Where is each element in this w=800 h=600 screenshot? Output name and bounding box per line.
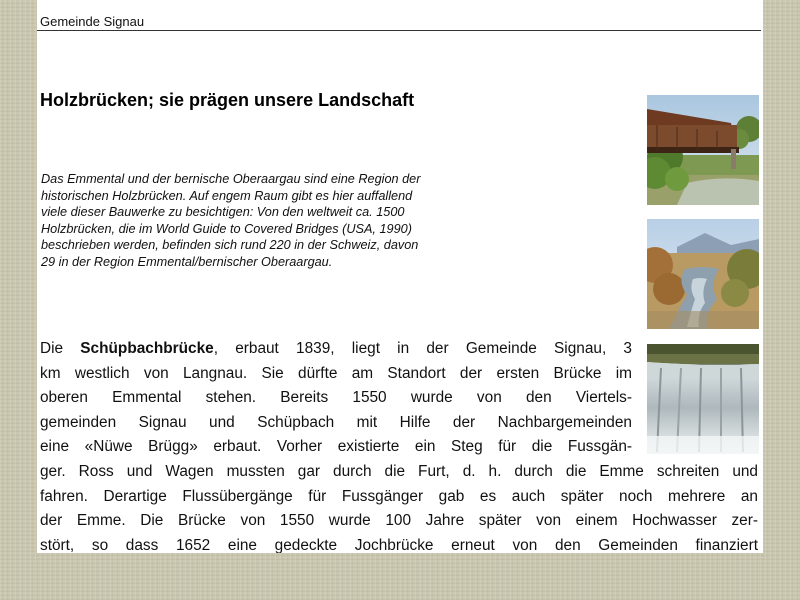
intro-paragraph (41, 171, 511, 271)
header-rule (37, 30, 761, 31)
intro-line: Holzbrücken, die im World Guide to Covered Bridges (USA, 1990) (41, 221, 412, 236)
document-page (37, 0, 763, 553)
body-line-rest: , erbaut 1839, liegt in der Gemeinde Signau, 3 (213, 340, 632, 357)
body-line: ger. Ross und Wagen mussten gar durch die Furt, d. h. durch die Emme schreiten und (40, 462, 758, 480)
body-line: der Emme. Die Brücke von 1550 wurde 100 Jahre später von einem Hochwasser zer- (40, 512, 758, 530)
intro-line: 29 in der Region Emmental/bernischer Oberaargau. (41, 254, 333, 269)
running-header: Gemeinde Signau (40, 14, 145, 29)
body-line: km westlich von Langnau. Sie dürfte am Standort der ersten Brücke im (40, 364, 632, 382)
bridge-name: Schüpbachbrücke (80, 340, 214, 357)
body-line: stört, so dass 1652 eine gedeckte Jochbrücke erneut von den Gemeinden finanziert (40, 536, 758, 553)
body-prefix: Die (40, 340, 81, 357)
body-line: fahren. Derartige Flussübergänge für Fussgänger gab es auch später noch mehrere an (40, 487, 758, 505)
body-line (40, 337, 632, 362)
body-line: oberen Emmental stehen. Bereits 1550 wurde von den Viertels- (40, 389, 632, 407)
covered-bridge-photo (647, 95, 759, 205)
weir-waterfall-photo (647, 344, 759, 454)
river-landscape-photo (647, 219, 759, 329)
body-line: eine «Nüwe Brügg» erbaut. Vorher existierte ein Steg für die Fussgän- (40, 438, 632, 456)
intro-line: viele dieser Bauwerke zu besichtigen: Von den weltweit ca. 1500 (41, 205, 405, 220)
intro-line: beschrieben werden, befinden sich rund 220 in der Schweiz, davon (41, 238, 419, 253)
page-title: Holzbrücken; sie prägen unsere Landschaft (40, 90, 415, 110)
body-line: gemeinden Signau und Schüpbach mit Hilfe der Nachbargemeinden (40, 413, 632, 431)
intro-line: historischen Holzbrücken. Auf engem Raum gibt es hier auffallend (41, 188, 413, 203)
intro-line: Das Emmental und der bernische Oberaargau sind eine Region der (41, 172, 421, 186)
